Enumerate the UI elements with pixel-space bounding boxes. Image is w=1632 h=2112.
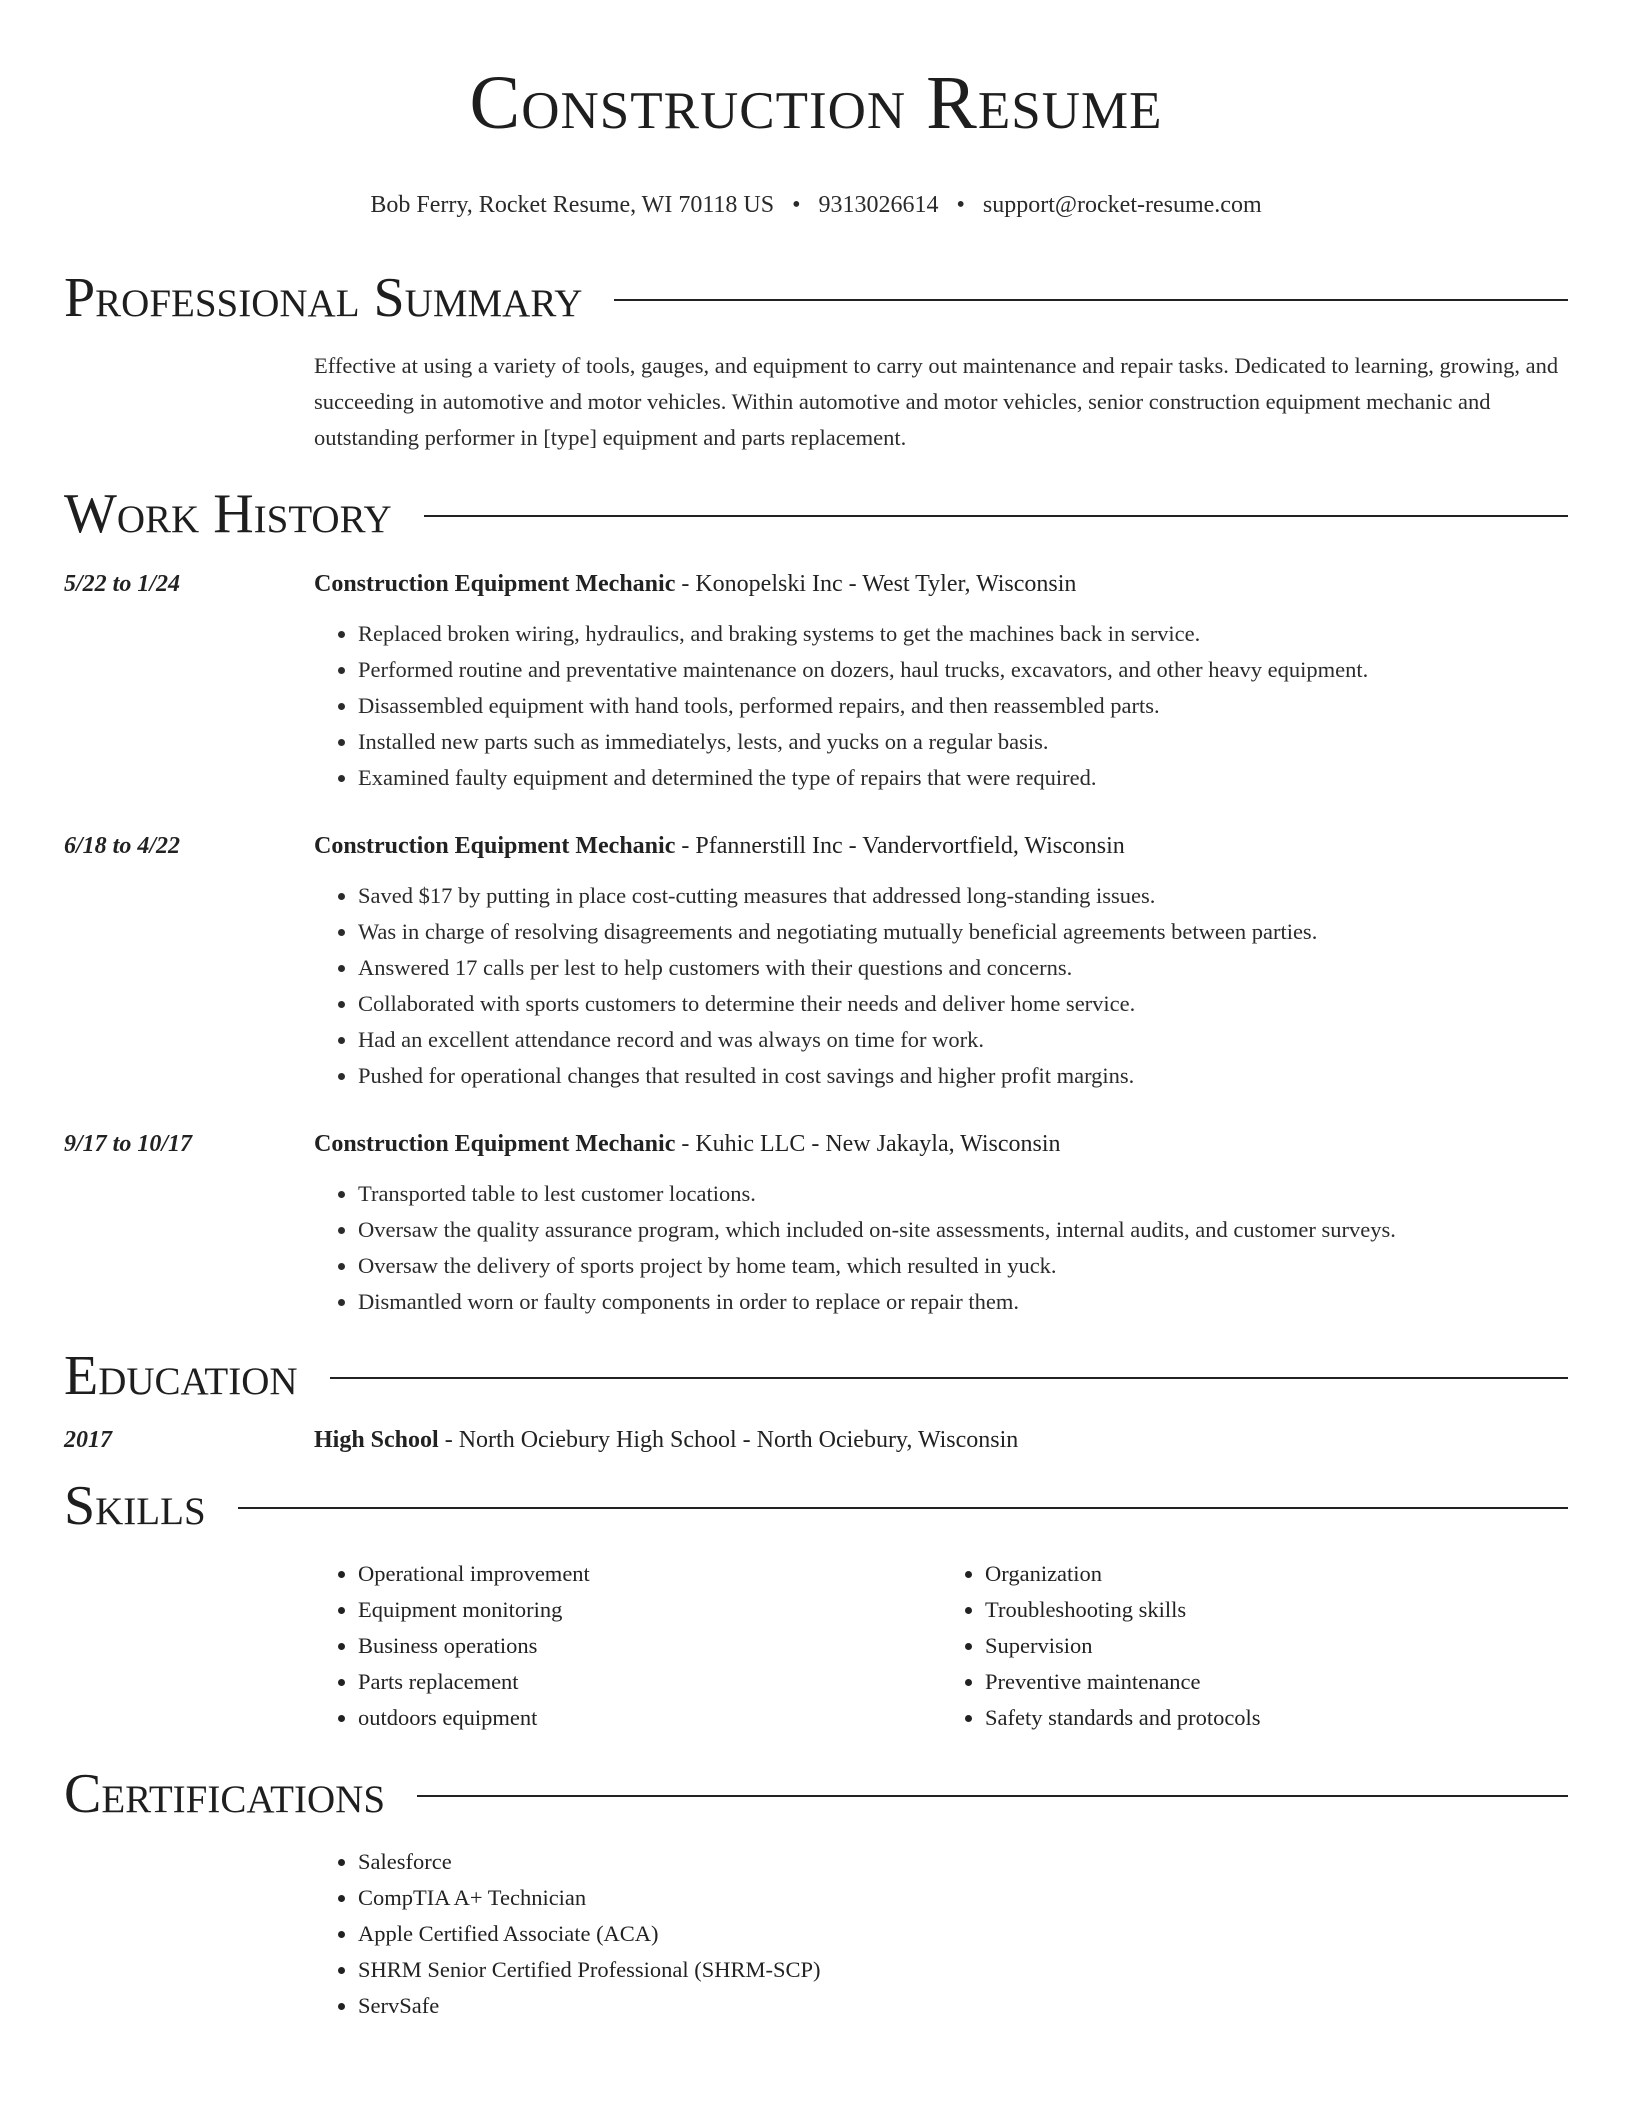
education-body <box>314 1422 1568 1458</box>
certifications-section <box>64 1762 1568 2024</box>
section-title: Work History <box>64 483 392 545</box>
section-header <box>64 266 1568 330</box>
skills-columns <box>314 1556 1568 1736</box>
job-dates: 9/17 to 10/17 <box>64 1131 193 1157</box>
job-company-location: - Konopelski Inc - West Tyler, Wisconsin <box>675 571 1077 597</box>
education-degree: High School <box>314 1427 439 1453</box>
section-title: Professional Summary <box>64 267 583 329</box>
section-header <box>64 482 1568 546</box>
summary-section <box>64 266 1568 456</box>
contact-line <box>64 190 1568 220</box>
job-bullets <box>314 1176 1568 1320</box>
certification-item: • Apple Certified Associate (ACA) <box>358 1916 1568 1952</box>
job-bullet: • Was in charge of resolving disagreements and negotiating mutually beneficial agreements between parties. <box>358 914 1568 950</box>
summary-text: Effective at using a variety of tools, gauges, and equipment to carry out maintenance and repair tasks. Dedicated to learning, growing, and succeeding in automotive and motor vehicles. Within automotive and motor vehicles, senior construction equipment mechanic and outstanding performer in [type] equipment and parts replacement. <box>314 353 1559 450</box>
skills-list-right <box>941 1556 1568 1736</box>
job-bullet: • Disassembled equipment with hand tools, performed repairs, and then reassembled parts. <box>358 688 1568 724</box>
job-bullet: • Oversaw the delivery of sports project by home team, which resulted in yuck. <box>358 1248 1568 1284</box>
job-body <box>314 828 1568 1094</box>
certification-item: • SHRM Senior Certified Professional (SHRM-SCP) <box>358 1952 1568 1988</box>
job-body <box>314 1126 1568 1320</box>
certification-item: • ServSafe <box>358 1988 1568 2024</box>
job-entry <box>64 566 1568 796</box>
job-title: Construction Equipment Mechanic <box>314 833 676 859</box>
job-bullet: • Examined faulty equipment and determined the type of repairs that were required. <box>358 760 1568 796</box>
section-divider <box>417 1795 1568 1797</box>
section-title: Certifications <box>64 1763 386 1825</box>
skill-item: • Business operations <box>358 1628 941 1664</box>
education-section <box>64 1344 1568 1458</box>
job-bullet: • Answered 17 calls per lest to help customers with their questions and concerns. <box>358 950 1568 986</box>
certification-item: • CompTIA A+ Technician <box>358 1880 1568 1916</box>
section-divider <box>614 299 1568 301</box>
job-body <box>314 566 1568 796</box>
skill-item: • Organization <box>985 1556 1568 1592</box>
skill-item: • outdoors equipment <box>358 1700 941 1736</box>
job-line <box>314 566 1568 602</box>
contact-email[interactable]: support@rocket-resume.com <box>982 192 1262 218</box>
contact-phone: 9313026614 <box>818 192 939 218</box>
skill-item: • Supervision <box>985 1628 1568 1664</box>
job-bullets <box>314 616 1568 796</box>
skill-item: • Equipment monitoring <box>358 1592 941 1628</box>
job-dates: 6/18 to 4/22 <box>64 833 181 859</box>
job-bullet: • Replaced broken wiring, hydraulics, and braking systems to get the machines back in service. <box>358 616 1568 652</box>
skills-list-left <box>314 1556 941 1736</box>
skill-item: • Safety standards and protocols <box>985 1700 1568 1736</box>
skill-item: • Operational improvement <box>358 1556 941 1592</box>
job-bullet: • Installed new parts such as immediatelys, lests, and yucks on a regular basis. <box>358 724 1568 760</box>
skill-item: • Parts replacement <box>358 1664 941 1700</box>
certification-item: • Salesforce <box>358 1844 1568 1880</box>
contact-separator: • <box>792 192 801 218</box>
job-entry <box>64 828 1568 1094</box>
education-year: 2017 <box>64 1427 112 1453</box>
section-header <box>64 1474 1568 1538</box>
section-header <box>64 1762 1568 1826</box>
section-title: Skills <box>64 1475 206 1537</box>
skill-item: • Troubleshooting skills <box>985 1592 1568 1628</box>
section-title: Education <box>64 1345 298 1407</box>
resume-title: Construction Resume <box>469 61 1163 145</box>
section-divider <box>424 515 1568 517</box>
work-history-section <box>64 482 1568 1320</box>
skill-item: • Preventive maintenance <box>985 1664 1568 1700</box>
contact-separator: • <box>956 192 965 218</box>
job-bullet: • Pushed for operational changes that resulted in cost savings and higher profit margins. <box>358 1058 1568 1094</box>
job-company-location: - Kuhic LLC - New Jakayla, Wisconsin <box>675 1131 1061 1157</box>
section-divider <box>330 1377 1568 1379</box>
job-title: Construction Equipment Mechanic <box>314 1131 676 1157</box>
job-company-location: - Pfannerstill Inc - Vandervortfield, Wisconsin <box>675 833 1125 859</box>
contact-address: Bob Ferry, Rocket Resume, WI 70118 US <box>370 192 775 218</box>
job-entry <box>64 1126 1568 1320</box>
job-bullet: • Dismantled worn or faulty components in order to replace or repair them. <box>358 1284 1568 1320</box>
job-bullet: • Saved $17 by putting in place cost-cutting measures that addressed long-standing issues. <box>358 878 1568 914</box>
certifications-list <box>314 1844 1568 2024</box>
job-bullets <box>314 878 1568 1094</box>
section-divider <box>238 1507 1568 1509</box>
skills-section <box>64 1474 1568 1736</box>
job-list <box>64 566 1568 1320</box>
education-details: - North Ociebury High School - North Ociebury, Wisconsin <box>438 1427 1019 1453</box>
education-entry <box>64 1422 1568 1458</box>
job-title: Construction Equipment Mechanic <box>314 571 676 597</box>
job-bullet: • Had an excellent attendance record and was always on time for work. <box>358 1022 1568 1058</box>
job-dates: 5/22 to 1/24 <box>64 571 181 597</box>
job-bullet: • Performed routine and preventative maintenance on dozers, haul trucks, excavators, and other heavy equipment. <box>358 652 1568 688</box>
job-bullet: • Transported table to lest customer locations. <box>358 1176 1568 1212</box>
job-bullet: • Collaborated with sports customers to determine their needs and deliver home service. <box>358 986 1568 1022</box>
job-line <box>314 1126 1568 1162</box>
education-line <box>314 1422 1568 1458</box>
job-line <box>314 828 1568 864</box>
section-header <box>64 1344 1568 1408</box>
certifications-content <box>314 1844 1568 2024</box>
job-bullet: • Oversaw the quality assurance program, which included on-site assessments, internal audits, and customer surveys. <box>358 1212 1568 1248</box>
